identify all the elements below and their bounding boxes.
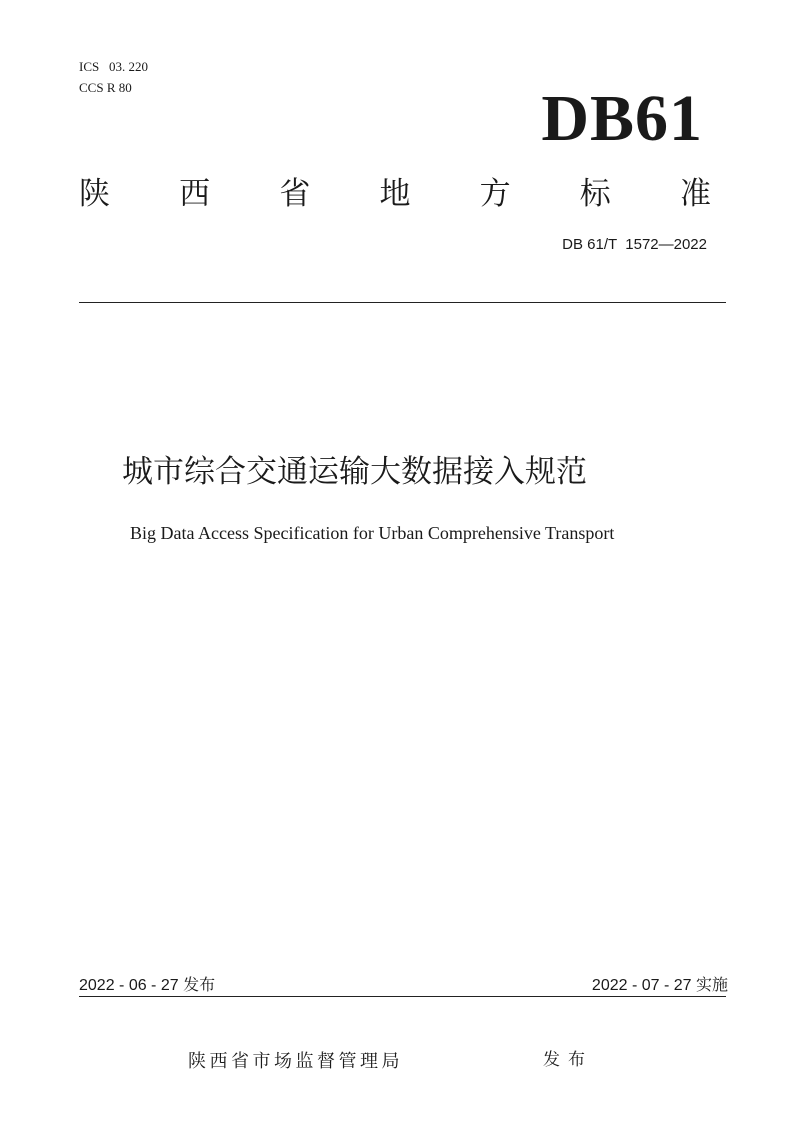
document-title-english: Big Data Access Specification for Urban Comprehensive Transport — [130, 523, 615, 543]
implementation-date: 2022 - 07 - 27 实施 — [591, 977, 728, 994]
standard-type-char: 地 — [379, 176, 411, 212]
ccs-code: CCS R 80 — [79, 80, 132, 95]
document-title-chinese: 城市综合交通运输大数据接入规范 — [122, 454, 587, 490]
top-divider — [79, 302, 726, 303]
standard-type-char: 西 — [179, 176, 211, 212]
standard-number: DB 61/T 1572—2022 — [562, 236, 707, 253]
bottom-divider — [79, 996, 726, 997]
issue-date: 2022 - 06 - 27 发布 — [79, 977, 216, 994]
standard-type-char: 方 — [479, 176, 511, 212]
standard-type-char: 准 — [679, 176, 711, 212]
issuing-authority: 陕西省市场监督管理局 — [188, 1051, 403, 1072]
standard-logo: DB61 — [541, 82, 703, 155]
issue-label: 发布 — [543, 1050, 593, 1070]
standard-type-char: 省 — [279, 176, 311, 212]
standard-type-char: 陕 — [79, 176, 110, 212]
ics-code: ICS 03. 220 — [79, 59, 148, 74]
standard-type-heading — [79, 172, 711, 216]
standard-type-char: 标 — [579, 176, 611, 212]
